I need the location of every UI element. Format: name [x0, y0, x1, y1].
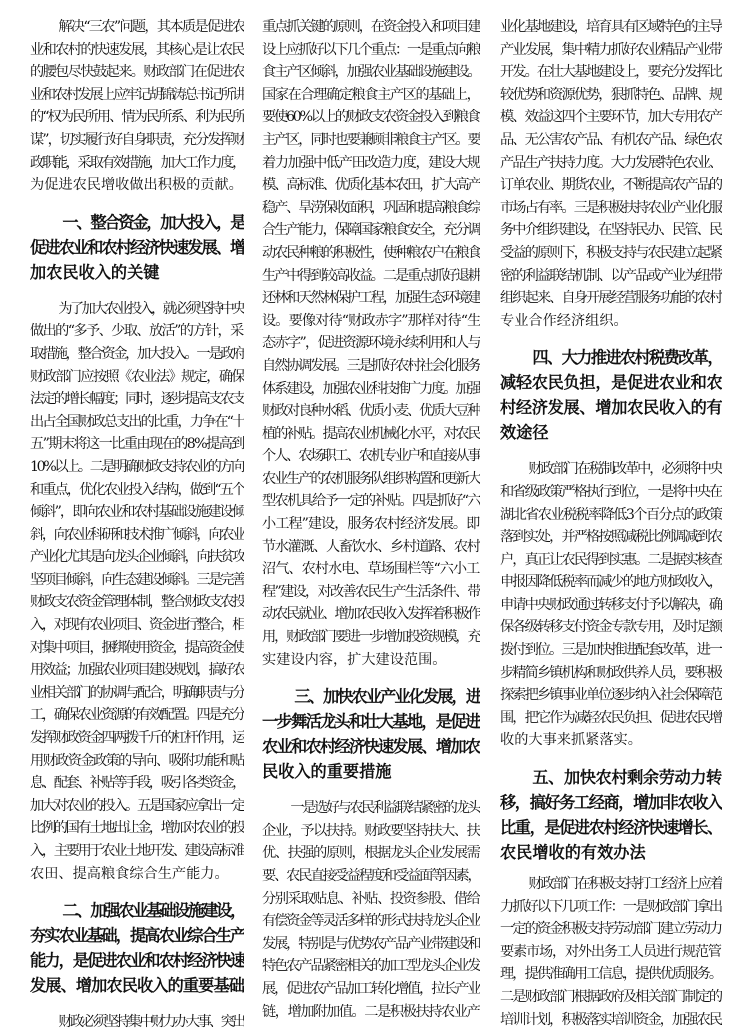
text-line: 市场占有率。三是积极扶持农业产业化服	[500, 199, 722, 216]
heading-line: 农民增收的有效办法	[500, 843, 646, 863]
text-line: 加大对农业的投入。五是国家应拿出一定	[30, 797, 244, 814]
text-line: 申报因降低税率而减少的地方财政收入，	[500, 574, 722, 591]
text-line: 专业合作经济组织。	[500, 312, 628, 329]
text-line: 拨付到位。三是加快推进配套改革，进一	[500, 642, 722, 659]
text-line: 模、高标准、优质化基本农田，扩大高产	[262, 177, 480, 194]
heading-line: 促进农业和农村经济快速发展、增	[30, 237, 244, 257]
text-line: 谋”，切实履行好自身职责，充分发挥财	[30, 131, 244, 148]
text-line: 出占全国财政总支出的比重，力争在“十	[30, 413, 244, 430]
text-line: 业和农村的快速发展，其核心是让农民	[30, 41, 244, 58]
heading-line: 加农民收入的关键	[30, 262, 160, 282]
text-line: 产品生产扶持力度。大力发展特色农业、	[500, 154, 722, 171]
heading-line: 五、加快农村剩余劳动力转	[532, 768, 722, 788]
text-line: 动农民就业、增加农民收入发挥着积极作	[262, 606, 480, 623]
heading-line: 发展、增加农民收入的重要基础	[30, 976, 244, 996]
text-line: 型农机具给予一定的补贴。四是抓好“六	[262, 493, 480, 510]
text-line: 户，真正让农民得到实惠。二是据实核查	[500, 551, 722, 568]
text-line: 有偿资金等灵活多样的形式扶持龙头企业	[262, 913, 480, 930]
text-line: 要素市场，对外出务工人员进行规范管	[500, 943, 721, 960]
text-line: 和省级政策严格执行到位，一是将中央在	[500, 483, 722, 500]
section-5-paragraph	[500, 873, 722, 1031]
section-heading-4	[500, 345, 722, 445]
text-line: 国家在合理确定粮食主产区的基础上，	[262, 86, 480, 103]
heading-line: 效途径	[500, 423, 549, 443]
text-line: 探索把乡镇事业单位逐步纳入社会保障范	[500, 687, 722, 704]
text-line: 用财政资金政策的导向、吸附功能和贴	[30, 752, 244, 769]
text-line: 实建设内容，扩大建设范围。	[262, 651, 447, 668]
heading-line: 二、加强农业基础设施建设，	[62, 901, 244, 921]
text-line: 要、农民直接受益程度和受益面等因素，	[262, 868, 480, 884]
intro-paragraph	[30, 16, 244, 197]
text-line: 用，财政部门要进一步增加投资规模，充	[262, 629, 480, 646]
text-line: 较优势和资源优势，狠抓特色、品牌、规	[500, 86, 722, 103]
text-line: 围，把它作为减轻农民负担、促进农民增	[500, 709, 722, 726]
text-line: 五”期末将这一比重由现在的8%提高到	[30, 436, 244, 453]
heading-line: 一、整合资金，加大投入，是	[62, 212, 244, 232]
text-line: 设上应抓好以下几个重点：一是重点向粮	[262, 41, 480, 58]
text-line: 培训计划，积极落实培训资金，加强农民	[500, 1011, 722, 1028]
text-line: 申请中央财政通过转移支付予以解决，确	[500, 596, 722, 613]
heading-line: 一步舞活龙头和壮大基地，是促进	[262, 712, 480, 732]
text-line: 做出的“多予、少取、放活”的方针，采	[30, 323, 243, 340]
text-line: 发展，特别是与优势农产品产业带建设和	[262, 935, 480, 952]
text-line: 分别采取贴息、补贴、投资参股、借给	[262, 890, 480, 907]
section-2-paragraph-continued	[262, 16, 480, 671]
heading-line: 农业和农村经济快速发展、增加农	[262, 737, 480, 757]
text-line: 生产中得到较高收益。二是重点抓好退耕	[262, 267, 480, 284]
text-line: 品、无公害农产品、有机农产品、绿色农	[500, 131, 722, 148]
text-line: 业和农村发展上应牢记胡锦涛总书记所讲	[30, 86, 244, 103]
section-heading-5	[500, 765, 722, 865]
text-line: 重点抓关键的原则，在资金投入和项目建	[262, 19, 480, 35]
text-line: 对集中项目，捆绑使用资金，提高资金使	[30, 639, 244, 656]
text-line: 财政必须坚持集中财力办大事、突出	[58, 1014, 244, 1031]
section-heading-3	[262, 684, 480, 784]
text-line: 和重点，优化农业投入结构，做到“五个	[30, 481, 244, 498]
text-line: 用效益；加强农业项目建设规划，搞好农	[30, 662, 244, 679]
text-line: 保各级转移支付资金专款专用，及时足额	[500, 619, 722, 636]
text-line: 企业，予以扶持。财政要坚持扶大、扶	[262, 822, 480, 839]
text-line: 政职能，采取有效措施，加大工作力度，	[30, 154, 244, 171]
text-line: 10%以上。二是明确财政支持农业的方向	[30, 458, 243, 475]
text-line: 力抓好以下几项工作：一是财政部门拿出	[500, 898, 722, 915]
text-line: 组织起来、自身开展经营服务功能的农村	[500, 290, 722, 307]
text-line: 要使60%以上的财政支农资金投入到粮食	[262, 109, 479, 126]
column-3	[500, 16, 722, 1031]
text-line: 受益的原则下，积极支持与农民建立起紧	[500, 244, 722, 261]
text-line: 个人、农场职工、农机专业户和直接从事	[262, 448, 480, 465]
text-line: 沼气、农村水电、草场围栏等“六小工	[262, 561, 480, 578]
text-line: 设。要像对待“财政赤字”那样对待“生	[262, 312, 480, 329]
column-2	[262, 16, 480, 1023]
text-line: 合生产能力，保障国家粮食安全，充分调	[262, 222, 480, 239]
text-line: 斜，向农业科研和技术推广倾斜，向农业	[30, 526, 244, 543]
section-2-paragraph-start	[30, 1011, 244, 1034]
text-line: 入，对现有农业项目、资金进行整合，相	[30, 617, 244, 634]
column-1	[30, 16, 244, 1034]
section-3-paragraph-continued	[500, 16, 722, 332]
text-line: 倾斜”，即向农业和农村基础设施建设倾	[30, 504, 244, 521]
text-line: 特色农产品紧密相关的加工型龙头企业发	[262, 958, 480, 975]
text-line: 为促进农民增收做出积极的贡献。	[30, 177, 243, 194]
text-line: 主产区，同时也要兼顾非粮食主产区。要	[262, 131, 480, 148]
text-line: 订单农业、期货农业，不断提高农产品的	[500, 177, 722, 194]
heading-line: 村经济发展、增加农民收入的有	[500, 398, 722, 418]
text-line: 态赤字”，促进资源环境永续利用和人与	[262, 335, 480, 352]
text-line: 展，促进农产品加工转化增值，拉长产业	[262, 980, 480, 997]
text-line: 农田、提高粮食综合生产能力。	[30, 865, 229, 882]
text-line: 农业生产的农机服务队组织构置和更新大	[262, 470, 480, 487]
text-line: 业化基地建设，培育具有区域特色的主导	[500, 19, 722, 35]
text-line: 发挥财政资金四两拨千斤的杠杆作用，运	[30, 730, 244, 747]
text-line: 产业化尤其是向龙头企业倾斜，向扶贫攻	[30, 549, 244, 566]
text-line: 一是选好与农民利益联结紧密的龙头	[290, 800, 479, 817]
text-line: 收的大事来抓紧落实。	[500, 732, 642, 749]
text-line: 自然协调发展。三是抓好农村社会化服务	[262, 357, 480, 374]
text-line: 财政部门在积极支持打工经济上应着	[528, 876, 722, 893]
text-line: 一定的资金积极支持劳动部门建立劳动力	[500, 921, 722, 938]
text-line: 着力加强中低产田改造力度，建设大规	[262, 154, 480, 171]
text-line: 还林和天然林保护工程，加强生态环境建	[262, 290, 480, 307]
text-line: 理，提供准确用工信息，提供优质服务。	[500, 966, 722, 983]
text-line: 业相关部门的协调与配合，明确职责与分	[30, 684, 244, 701]
text-line: 步精简乡镇机构和财政供养人员，要积极	[500, 664, 722, 681]
text-line: 链，增加附加值。二是积极扶持农业产	[262, 1003, 480, 1020]
text-line: 落到实处，并严格按照减税比例调减到农	[500, 529, 722, 546]
text-line: 优、扶强的原则，根据龙头企业发展需	[262, 845, 480, 862]
heading-line: 夯实农业基础，提高农业综合生产	[30, 926, 244, 946]
heading-line: 民收入的重要措施	[262, 762, 392, 782]
text-line: 入，主要用于农业土地开发、建设高标准	[30, 843, 244, 859]
text-line: 模、效益这四个主要环节，加大专用农产	[500, 109, 722, 126]
text-line: 比例的国有土地出让金，增加对农业的投	[30, 820, 244, 837]
section-heading-2	[30, 898, 244, 998]
heading-line: 比重，是促进农村经济快速增长、	[500, 818, 722, 838]
text-line: 财政对良种水稻、优质小麦、优质大豆种	[262, 403, 480, 420]
text-line: 息、配套、补贴等手段，吸引各类资金，	[30, 775, 244, 792]
text-line: 坚项目倾斜，向生态建设倾斜。三是完善	[30, 571, 244, 588]
text-line: 稳产、旱涝保收面积，巩固和提高粮食综	[262, 199, 480, 216]
section-3-paragraph	[262, 797, 480, 1023]
text-line: 小工程”建设，服务农村经济发展。即	[262, 516, 480, 533]
text-line: 体系建设，加强农业科技推广力度。加强	[262, 380, 480, 397]
heading-line: 能力，是促进农业和农村经济快速	[30, 951, 244, 971]
text-line: 植的补贴。提高农业机械化水平，对农民	[262, 425, 480, 442]
text-line: 湖北省农业税税率降低3个百分点的政策	[500, 506, 722, 523]
text-line: 节水灌溉、人畜饮水、乡村道路、农村	[262, 538, 480, 555]
section-1-paragraph	[30, 298, 244, 885]
text-line: 工，确保农业资源的有效配置。四是充分	[30, 707, 244, 724]
text-line: 法定的增长幅度；同时，逐步提高支农支	[30, 391, 244, 408]
text-line: 的腰包尽快鼓起来。财政部门在促进农	[30, 64, 244, 81]
text-line: 开发。在壮大基地建设上，要充分发挥比	[500, 64, 722, 81]
text-line: 财政部门在税制改革中，必须将中央	[528, 461, 722, 478]
text-line: 的“权为民所用、情为民所系、利为民所	[30, 109, 244, 126]
text-line: 财政支农资金管理体制，整合财政支农投	[30, 594, 244, 611]
text-line: 密的利益联结机制、以产品或产业为纽带	[500, 267, 722, 284]
heading-line: 四、大力推进农村税费改革，	[532, 348, 722, 368]
text-line: 二是财政部门根据政府及相关部门制定的	[500, 989, 722, 1005]
text-line: 产业发展，集中精力抓好农业精品产业带	[500, 41, 722, 58]
heading-line: 移，搞好务工经商，增加非农收入	[500, 793, 722, 813]
heading-line: 减轻农民负担，是促进农业和农	[500, 373, 722, 393]
text-line: 程”建设，对改善农民生产生活条件、带	[262, 583, 480, 600]
heading-line: 三、加快农业产业化发展，进	[294, 687, 480, 707]
section-heading-1	[30, 210, 244, 285]
text-line: 食主产区倾斜，加强农业基础设施建设。	[262, 64, 480, 81]
text-line: 财政部门应按照《农业法》规定，确保	[30, 368, 244, 385]
text-line: 动农民种粮的积极性，使种粮农户在粮食	[262, 244, 480, 261]
section-4-paragraph	[500, 458, 722, 752]
text-line: 解决“三农”问题，其本质是促进农	[58, 19, 244, 35]
text-line: 取措施，整合资金，加大投入。一是政府	[30, 345, 244, 362]
text-line: 务中介组织建设，在坚持民办、民管、民	[500, 222, 722, 239]
text-line: 为了加大农业投入，就必须坚持中央	[58, 300, 244, 317]
